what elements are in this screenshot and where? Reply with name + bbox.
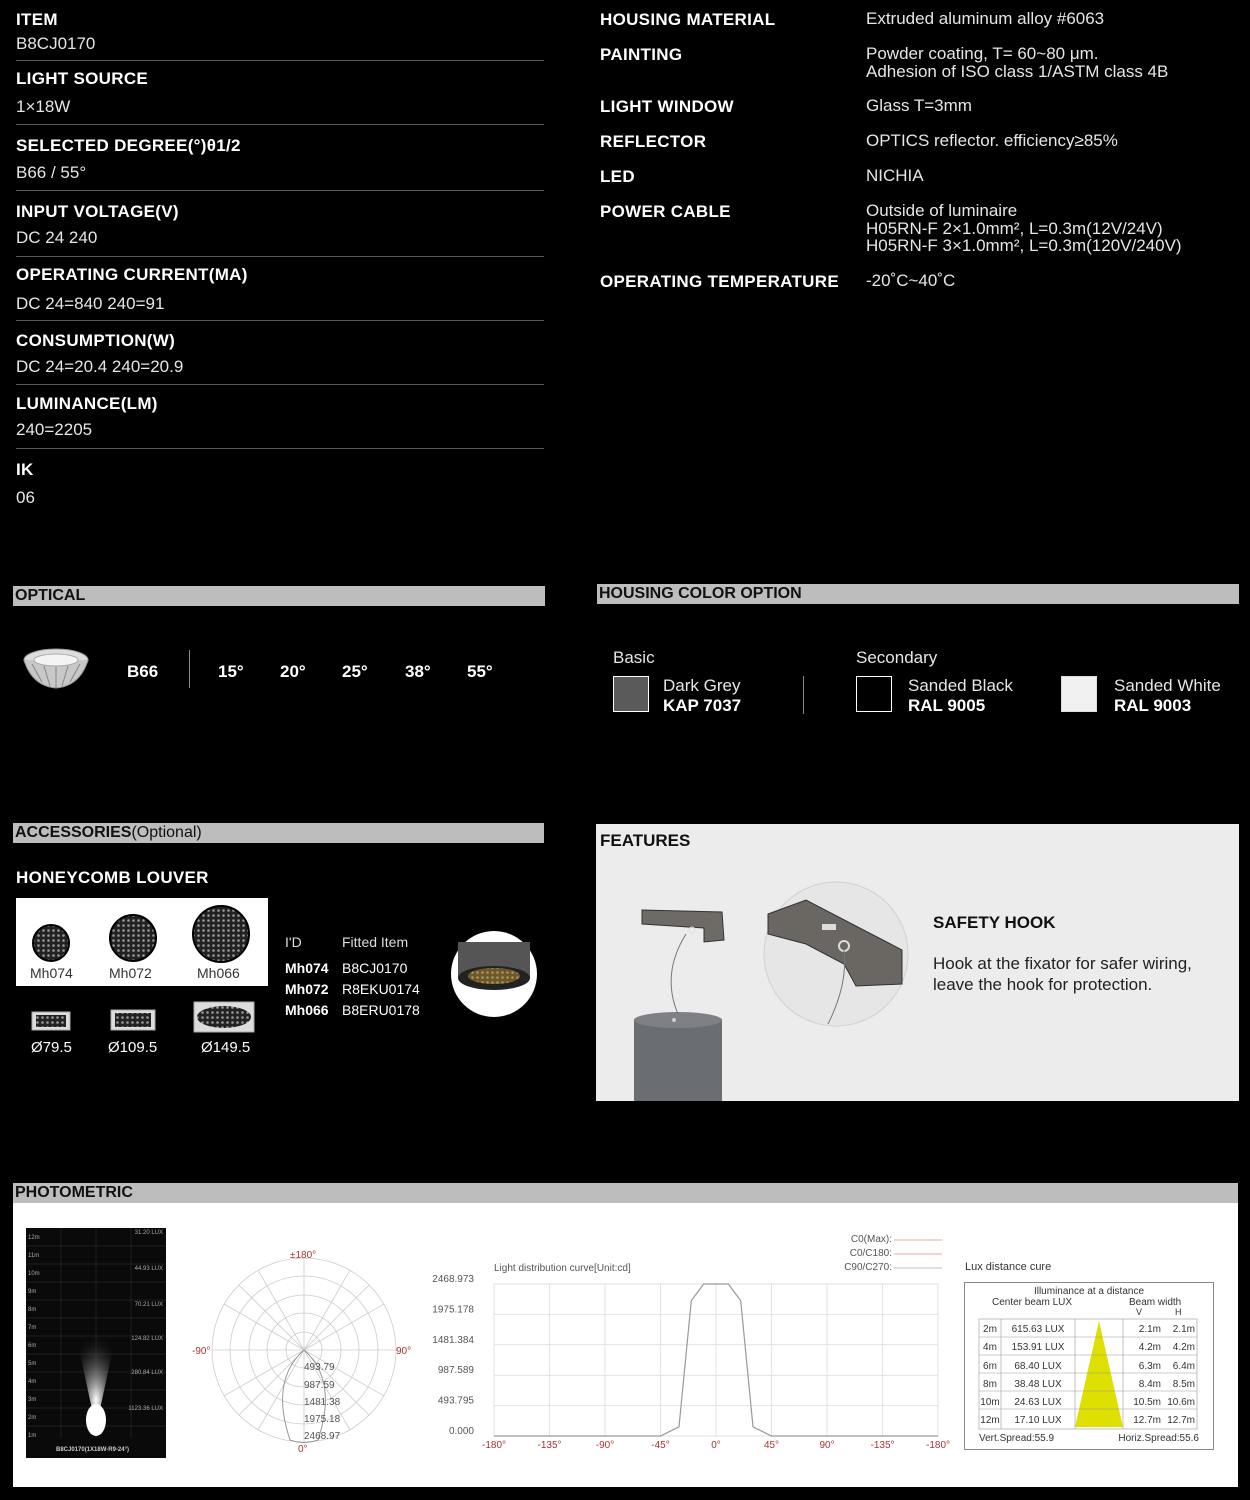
louver-id: Mh074 [30,965,73,981]
center-beam-header: Center beam LUX [992,1297,1073,1308]
spec-row-consumption [16,321,544,385]
spec-value: 1×18W [16,97,71,116]
spec-row-ik [16,449,544,509]
spec-row-input-voltage [16,191,544,257]
photometric-header: PHOTOMETRIC [13,1183,1238,1203]
horiz-spread: Horiz.Spread:55.6 [1118,1433,1199,1444]
x-tick-label: -180° [925,1440,950,1451]
row-v: 10.5m [1133,1397,1161,1409]
color-name: Sanded White [1114,676,1221,695]
distance: 2m [28,1415,37,1421]
row-distance: 10m [980,1397,1000,1409]
lens-image [22,646,90,690]
color-swatch-dark-grey[interactable] [613,676,649,712]
x-tick-label: 45° [763,1440,780,1451]
color-name: Dark Grey [663,676,741,695]
row-distance: 8m [983,1378,997,1390]
row-id: Mh072 [285,981,329,997]
y-tick-label: 493.795 [437,1395,474,1407]
polar-ring-label: 1975.18 [304,1414,341,1425]
polar-label-bottom: 0° [298,1444,308,1455]
spec-value: B66 / 55° [16,163,87,182]
spec-value: Powder coating, T= 60~80 μm. [866,44,1099,63]
y-tick-label: 1975.178 [432,1304,474,1316]
spec-value: 06 [16,488,35,507]
spec-value: NICHIA [866,166,924,185]
spec-label: POWER CABLE [600,202,731,221]
row-h: 4.2m [1172,1342,1195,1354]
distance: 11m [28,1253,40,1259]
spec-label: HOUSING MATERIAL [600,10,776,29]
row-lux: 615.63 LUX [1011,1324,1065,1335]
optical-header: OPTICAL [13,586,545,606]
polar-diagram [190,1240,420,1456]
row-v: 12.7m [1133,1415,1161,1427]
lux-value: 70.21 LUX [134,1302,163,1308]
spec-label: LIGHT WINDOW [600,97,734,116]
louver-size: Ø149.5 [201,1039,251,1056]
lens-code: B66 [127,662,159,681]
x-tick-label: -90° [595,1440,615,1451]
distance: 10m [28,1271,40,1277]
row-lux: 68.40 LUX [1014,1360,1062,1372]
spec-label: PAINTING [600,45,683,64]
spec-row-luminance [16,385,544,449]
color-code: RAL 9003 [1114,696,1192,715]
x-tick-label: 0° [711,1440,721,1451]
louver-size: Ø79.5 [31,1039,72,1056]
col-fitted: Fitted Item [342,934,409,950]
beam-v-column [1123,1321,1161,1431]
isolux-caption: B8CJ0170(1X18W-R9-24°) [56,1447,129,1453]
divider [189,650,190,688]
distance: 8m [28,1307,37,1313]
spec-label: CONSUMPTION(W) [16,331,176,350]
row-h: 12.7m [1167,1415,1195,1427]
beam-angle[interactable]: 38° [405,662,431,681]
distance: 3m [28,1397,37,1403]
row-id: Mh074 [285,960,329,976]
color-swatch-sanded-white[interactable] [1061,676,1097,712]
row-v: 8.4m [1138,1378,1161,1390]
spec-label: IK [16,460,34,479]
v-header: V [1136,1307,1143,1317]
row-v: 6.3m [1138,1360,1161,1372]
lux-value: 1123.36 LUX [128,1406,163,1412]
row-item: B8ERU0178 [342,1002,420,1018]
row-distance: 4m [983,1342,997,1354]
vert-spread: Vert.Spread:55.9 [979,1433,1055,1444]
color-code: RAL 9005 [908,696,986,715]
legend-label: C90/C270: [844,1262,892,1273]
spec-value: DC 24=840 240=91 [16,294,165,313]
lux-value: 44.93 LUX [134,1266,163,1272]
row-lux: 17.10 LUX [1014,1415,1062,1427]
spec-value: B8CJ0170 [16,34,96,53]
polar-ring-label: 493.79 [304,1362,335,1373]
col-id: I'D [285,934,302,950]
distance: 12m [28,1235,40,1241]
spec-row-item [16,6,544,61]
spec-label: INPUT VOLTAGE(V) [16,202,179,221]
spec-value: Extruded aluminum alloy #6063 [866,9,1105,28]
polar-ring-label: 987.59 [304,1380,335,1391]
lux-value: 280.84 LUX [131,1370,163,1376]
secondary-label: Secondary [856,648,938,667]
lux-value: 124.82 LUX [131,1336,163,1342]
x-tick-label: -135° [537,1440,562,1451]
spec-row-light-source [16,61,544,125]
y-tick-label: 1481.384 [432,1334,474,1346]
polar-label-right: 90° [396,1346,412,1357]
lux-distance-table [964,1282,1214,1450]
row-h: 10.6m [1167,1397,1195,1409]
beam-angle[interactable]: 25° [342,662,368,681]
features-text: leave the hook for protection. [933,975,1153,994]
spec-label: LUMINANCE(LM) [16,394,158,413]
spec-label: LED [600,167,635,186]
row-lux: 153.91 LUX [1011,1342,1065,1354]
spec-label: ITEM [16,10,58,29]
spec-value: DC 24 240 [16,228,98,247]
isolux-distances [28,1229,40,1445]
louver-panel [16,898,268,986]
x-tick-label: -135° [870,1440,895,1451]
x-tick-label: 90° [819,1440,835,1451]
honeycomb-louver-title: HONEYCOMB LOUVER [16,868,209,887]
spec-label: LIGHT SOURCE [16,69,149,88]
color-name: Sanded Black [908,676,1013,695]
legend-label: C0(Max): [850,1234,892,1245]
housing-color-header: HOUSING COLOR OPTION [597,584,1239,604]
beam-h-column [1161,1321,1195,1431]
spec-label: REFLECTOR [600,132,707,151]
chart-grid [494,1284,938,1436]
spec-label: SELECTED DEGREE(°)θ1/2 [16,136,241,155]
lux-column [1001,1321,1075,1431]
spec-label: OPERATING CURRENT(MA) [16,265,248,284]
beam-angle[interactable]: 55° [467,662,493,681]
features-panel [596,824,1239,1101]
isolux-values [128,1230,163,1412]
row-item: R8EKU0174 [342,981,420,997]
spec-value: H05RN-F 3×1.0mm², L=0.3m(120V/240V) [866,236,1182,255]
light-distribution-chart [420,1228,950,1458]
accessories-optional: (Optional) [131,824,202,841]
beam-angle[interactable]: 20° [280,662,306,681]
distance: 1m [28,1433,37,1439]
spec-row-operating-current [16,257,544,321]
spec-value: 240=2205 [16,420,93,439]
louver-id: Mh066 [197,965,240,981]
distance: 5m [28,1361,37,1367]
row-item: B8CJ0170 [342,960,408,976]
spec-value: OPTICS reflector. efficiency≥85% [866,131,1118,150]
row-lux: 24.63 LUX [1014,1397,1062,1409]
row-v: 2.1m [1138,1324,1161,1335]
spec-row-selected-degree [16,125,544,191]
accessories-title: ACCESSORIES [15,824,132,841]
fitted-table-header [285,934,408,950]
distance-column [979,1321,1001,1431]
row-h: 8.5m [1172,1378,1195,1390]
row-lux: 38.48 LUX [1014,1378,1062,1390]
distance: 9m [28,1289,37,1295]
color-code: KAP 7037 [663,696,742,715]
spec-value: Adhesion of ISO class 1/ASTM class 4B [866,62,1169,81]
lux-distance-title: Lux distance cure [965,1261,1052,1273]
chart-title: Light distribution curve[Unit:cd] [494,1263,631,1274]
spec-value: Glass T=3mm [866,96,972,115]
divider [803,676,804,714]
y-tick-label: 987.589 [437,1365,474,1377]
row-v: 4.2m [1138,1342,1161,1354]
distance: 4m [28,1379,37,1385]
safety-hook-heading: SAFETY HOOK [933,913,1056,932]
chart-y-ticks [432,1274,474,1437]
beam-angle[interactable]: 15° [218,662,244,681]
legend-label: C0/C180: [849,1248,892,1259]
chart-x-ticks [482,1440,950,1451]
x-tick-label: -180° [481,1440,507,1451]
y-tick-label: 0.000 [448,1426,474,1437]
louver-size: Ø109.5 [108,1039,158,1056]
isolux-diagram [26,1228,166,1458]
table-heading: Illuminance at a distance [1033,1286,1145,1297]
polar-ring-label: 2468.97 [304,1431,341,1442]
louver-id: Mh072 [109,965,152,981]
louver-installed-image [450,930,538,1018]
polar-label-left: -90° [192,1346,211,1357]
accessories-header [13,823,544,843]
features-text: Hook at the fixator for safer wiring, [933,954,1192,973]
features-title: FEATURES [600,831,691,850]
louver-side-images [30,1000,270,1036]
fitted-table-row [285,981,420,997]
spec-value: -20˚C~40˚C [866,271,956,290]
color-swatch-sanded-black[interactable] [856,676,892,712]
h-header: H [1175,1307,1182,1317]
spec-value: DC 24=20.4 240=20.9 [16,357,184,376]
spec-value: H05RN-F 2×1.0mm², L=0.3m(12V/24V) [866,219,1163,238]
polar-label-top: ±180° [290,1250,317,1261]
spec-label: OPERATING TEMPERATURE [600,272,839,291]
row-distance: 12m [980,1415,1000,1427]
fitted-table-row [285,960,407,976]
lux-value: 31.20 LUX [134,1230,163,1236]
row-distance: 6m [983,1360,997,1372]
polar-ring-label: 1481.38 [304,1397,341,1408]
y-tick-label: 2468.973 [432,1274,474,1285]
row-distance: 2m [983,1324,997,1335]
row-id: Mh066 [285,1002,329,1018]
spec-value: Outside of luminaire [866,201,1018,220]
beam-width-header: Beam width [1129,1297,1182,1308]
distance: 7m [28,1325,37,1331]
row-h: 6.4m [1172,1360,1195,1372]
row-h: 2.1m [1172,1324,1195,1335]
distance: 6m [28,1343,37,1349]
x-tick-label: -45° [651,1440,670,1451]
fitted-table-row [285,1002,420,1018]
safety-hook-image [596,824,916,1101]
basic-label: Basic [613,648,655,667]
